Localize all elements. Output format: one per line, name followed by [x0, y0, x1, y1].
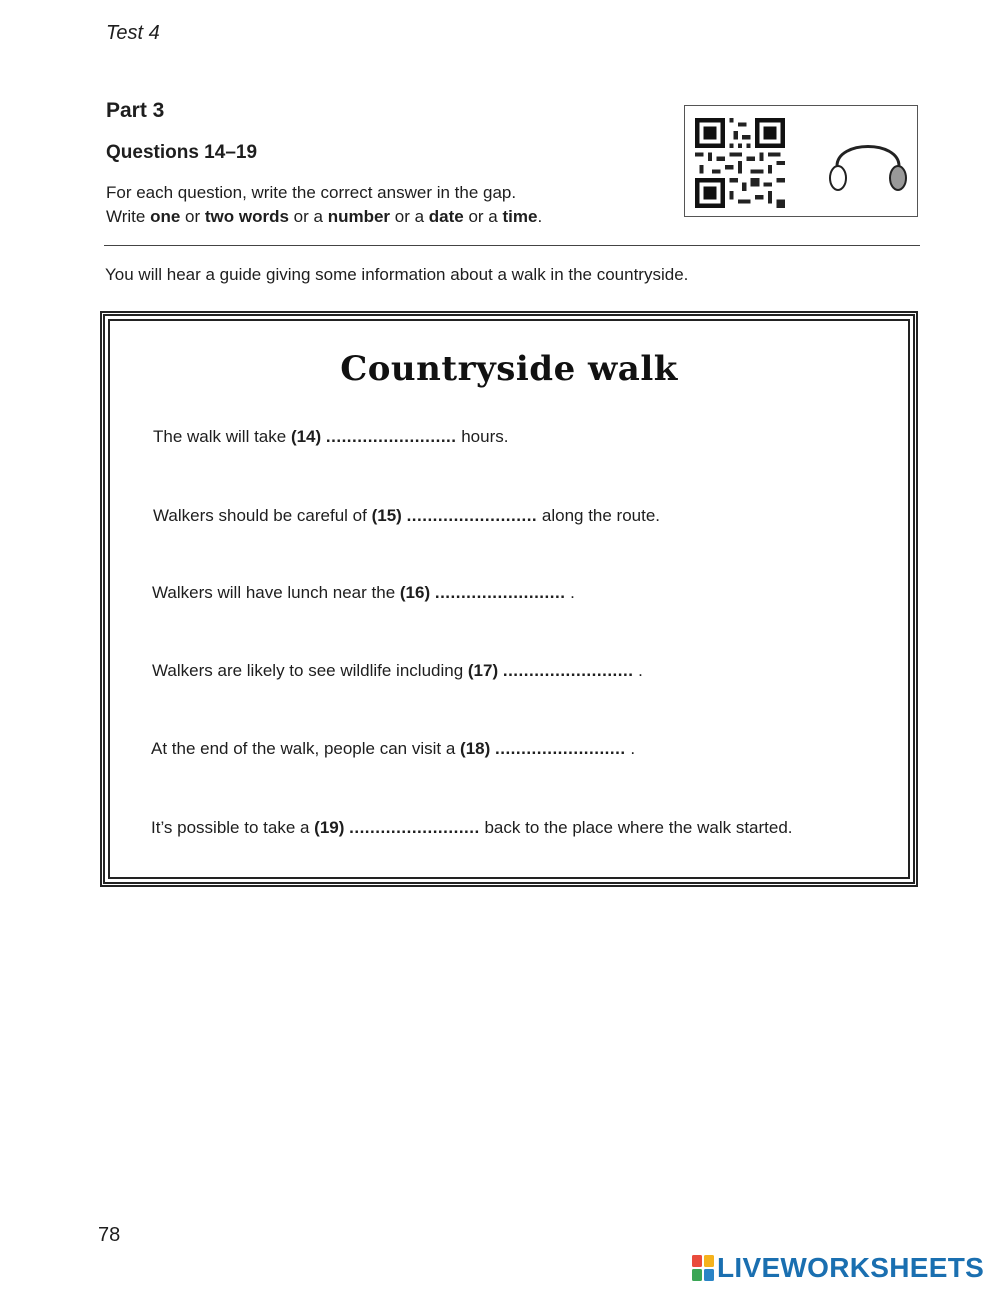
question-number: (16): [399, 583, 431, 602]
task-intro: You will hear a guide giving some information about a walk in the countryside.: [105, 265, 689, 284]
question-16: Walkers will have lunch near the (16) ......................... .: [152, 583, 575, 602]
question-14: The walk will take (14) ......................... hours.: [153, 427, 509, 446]
section-divider: [104, 245, 920, 246]
notes-title: Countryside walk: [340, 349, 678, 389]
instruction-line-1: For each question, write the correct answer in the gap.: [106, 183, 517, 202]
answer-gap-16[interactable]: .........................: [434, 583, 566, 602]
question-number: (17): [467, 661, 499, 680]
question-17: Walkers are likely to see wildlife including (17) ......................... .: [152, 661, 643, 680]
question-number: (15): [371, 506, 402, 525]
answer-gap-18[interactable]: .........................: [495, 739, 626, 758]
question-number: (14): [290, 427, 322, 446]
notes-frame: [100, 311, 918, 887]
answer-gap-17[interactable]: .........................: [502, 661, 634, 680]
question-15: Walkers should be careful of (15) ......................... along the route.: [153, 506, 661, 525]
question-19: It’s possible to take a (19) ......................... back to the place where the walk started.: [151, 818, 793, 837]
question-18: At the end of the walk, people can visit a (18) ......................... .: [151, 739, 636, 758]
liveworksheets-brand[interactable]: [692, 1253, 984, 1283]
answer-gap-19[interactable]: .........................: [349, 818, 480, 837]
part-title: Part 3: [106, 99, 165, 122]
test-label: Test 4: [106, 22, 160, 44]
answer-gap-15[interactable]: .........................: [406, 506, 538, 525]
page-number: 78: [98, 1224, 121, 1246]
qr-code-icon[interactable]: [695, 118, 785, 208]
question-number: (18): [460, 739, 491, 758]
liveworksheets-logo-icon: [692, 1255, 714, 1281]
question-number: (19): [314, 818, 345, 837]
answer-gap-14[interactable]: .........................: [325, 427, 457, 446]
audio-media-box: [684, 105, 918, 217]
headphones-icon[interactable]: [823, 126, 913, 198]
notes-frame-inner: [108, 319, 910, 879]
instruction-line-2: Write one or two words or a number or a date or a time.: [106, 207, 543, 226]
questions-range: Questions 14–19: [106, 142, 258, 163]
brand-name: LIVEWORKSHEETS: [717, 1252, 985, 1283]
